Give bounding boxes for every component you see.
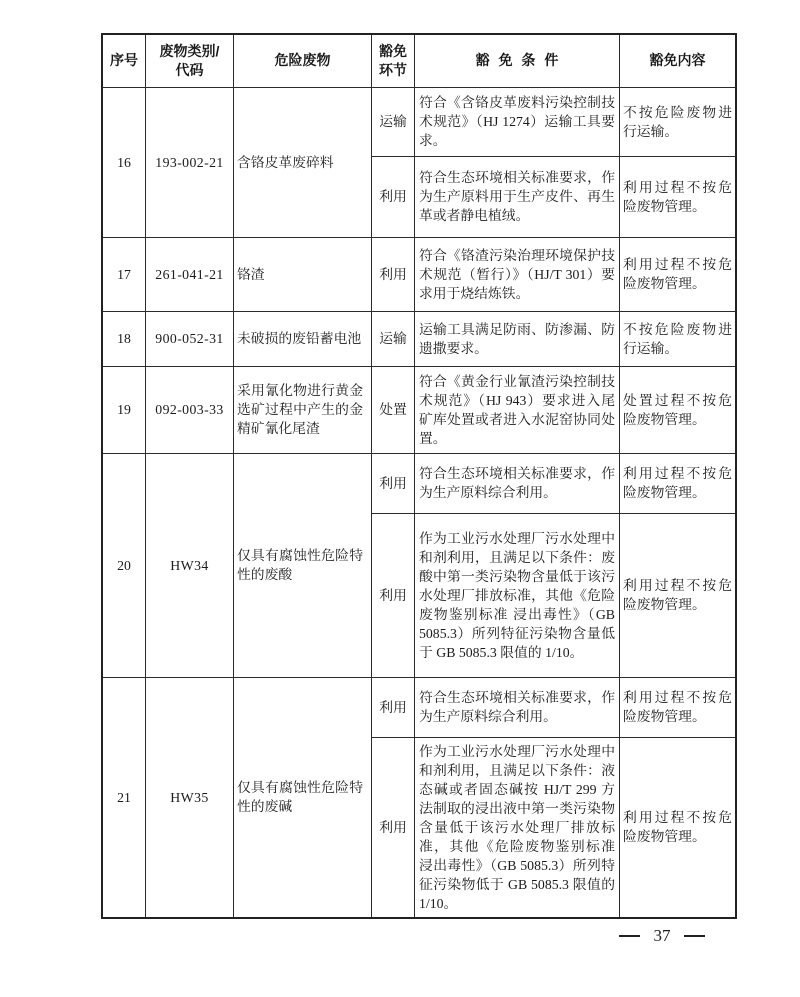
exemption-condition-cell: 符合《铬渣污染治理环境保护技术规范（暂行）》（HJ/T 301）要求用于烧结炼铁。 [415,237,620,311]
exemption-condition-cell: 作为工业污水处理厂污水处理中和剂利用，且满足以下条件：废酸中第一类污染物含量低于该污水处理厂排放标准，其他《危险废物鉴别标准 浸出毒性》（GB 5085.3）所列特征污染物含量低于 GB 5085.3 限值的 1/10。 [415,513,620,677]
exemption-stage-cell: 利用 [372,453,415,513]
header-exemption-stage [372,34,415,87]
exemption-stage-cell: 处置 [372,366,415,453]
serial-number-cell: 16 [102,87,146,237]
page-number-dash [619,935,640,937]
exemption-condition-cell: 符合生态环境相关标准要求，作为生产原料综合利用。 [415,453,620,513]
header-exemption-condition: 豁 免 条 件 [415,34,620,87]
exemption-condition-cell: 运输工具满足防雨、防渗漏、防遗撒要求。 [415,311,620,366]
waste-name-cell: 仅具有腐蚀性危险特性的废碱 [234,677,372,918]
waste-code-cell: 193-002-21 [146,87,234,237]
table-row [102,677,736,737]
table-header [102,34,736,87]
waste-code-cell: 261-041-21 [146,237,234,311]
exemption-content-cell: 不按危险废物进行运输。 [620,311,737,366]
table-row [102,311,736,366]
exemption-content-cell: 处置过程不按危险废物管理。 [620,366,737,453]
exemption-stage-cell: 利用 [372,156,415,237]
header-category-code-line: 废物类别/ [159,42,220,59]
exemption-content-cell: 利用过程不按危险废物管理。 [620,677,737,737]
exemption-condition-cell: 符合生态环境相关标准要求，作为生产原料用于生产皮件、再生革或者静电植绒。 [415,156,620,237]
serial-number-cell: 18 [102,311,146,366]
exemption-condition-cell: 作为工业污水处理厂污水处理中和剂利用，且满足以下条件：液态碱或者固态碱按 HJ/T 299 方法制取的浸出液中第一类污染物含量低于该污水处理厂排放标准，其他《危险废物鉴别标准 浸出毒性》（GB 5085.3）所列特征污染物低于 GB 5085.3 限值的 1/10。 [415,737,620,918]
exemption-content-cell: 利用过程不按危险废物管理。 [620,453,737,513]
exemption-content-cell: 不按危险废物进行运输。 [620,87,737,156]
waste-code-cell: HW35 [146,677,234,918]
exemption-content-cell: 利用过程不按危险废物管理。 [620,237,737,311]
exemption-stage-cell: 运输 [372,87,415,156]
waste-code-cell: HW34 [146,453,234,677]
exemption-condition-cell: 符合《黄金行业氰渣污染控制技术规范》（HJ 943）要求进入尾矿库处置或者进入水泥窑协同处置。 [415,366,620,453]
page-number-dash [684,935,705,937]
exemption-stage-cell: 利用 [372,237,415,311]
exemption-table [101,33,737,919]
header-hazardous-waste: 危险废物 [234,34,372,87]
serial-number-cell: 17 [102,237,146,311]
waste-code-cell: 900-052-31 [146,311,234,366]
serial-number-cell: 19 [102,366,146,453]
waste-name-cell: 铬渣 [234,237,372,311]
page-footer [619,925,705,947]
header-category-code [146,34,234,87]
waste-code-cell: 092-003-33 [146,366,234,453]
waste-name-cell: 未破损的废铅蓄电池 [234,311,372,366]
exemption-condition-cell: 符合生态环境相关标准要求，作为生产原料综合利用。 [415,677,620,737]
header-exemption-content: 豁免内容 [620,34,737,87]
exemption-stage-cell: 利用 [372,737,415,918]
table-body [102,87,736,918]
header-serial-number: 序号 [102,34,146,87]
table-row [102,87,736,156]
waste-name-cell: 含铬皮革废碎料 [234,87,372,237]
serial-number-cell: 20 [102,453,146,677]
serial-number-cell: 21 [102,677,146,918]
waste-name-cell: 采用氰化物进行黄金选矿过程中产生的金精矿氰化尾渣 [234,366,372,453]
exemption-content-cell: 利用过程不按危险废物管理。 [620,737,737,918]
exemption-condition-cell: 符合《含铬皮革废料污染控制技术规范》（HJ 1274）运输工具要求。 [415,87,620,156]
exemption-content-cell: 利用过程不按危险废物管理。 [620,513,737,677]
header-exemption-stage-line: 豁免 [379,42,407,59]
header-exemption-stage-line: 环节 [379,61,407,78]
exemption-content-cell: 利用过程不按危险废物管理。 [620,156,737,237]
header-category-code-line: 代码 [175,61,204,78]
exemption-stage-cell: 利用 [372,513,415,677]
waste-name-cell: 仅具有腐蚀性危险特性的废酸 [234,453,372,677]
table-row [102,237,736,311]
table-row [102,453,736,513]
page-number: 37 [653,926,671,945]
exemption-stage-cell: 利用 [372,677,415,737]
table-row [102,366,736,453]
exemption-stage-cell: 运输 [372,311,415,366]
header-row [102,34,736,87]
